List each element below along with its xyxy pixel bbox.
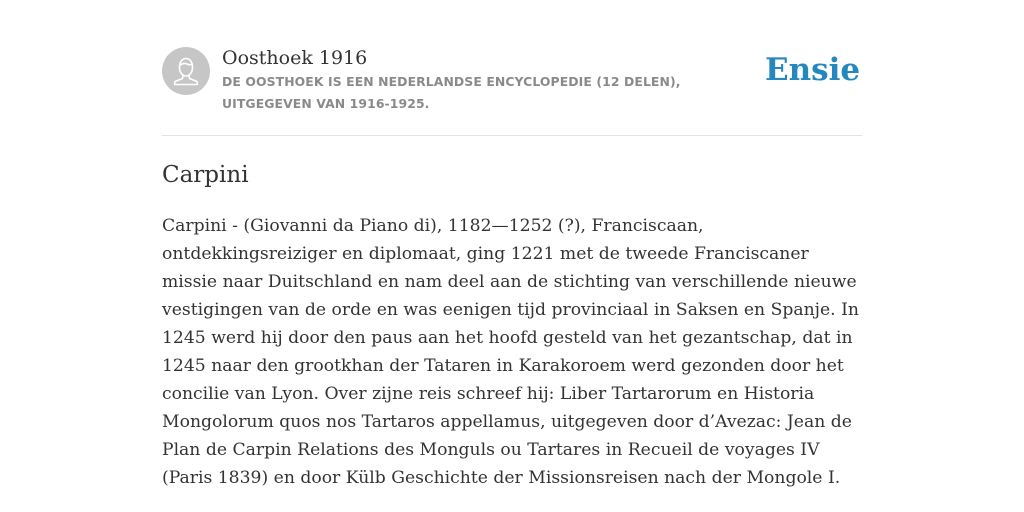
- source-avatar[interactable]: [162, 47, 210, 95]
- source-title[interactable]: Oosthoek 1916: [222, 47, 368, 69]
- user-icon: [162, 47, 210, 95]
- source-description: DE OOSTHOEK IS EEN NEDERLANDSE ENCYCLOPEDIE (12 DELEN), UITGEGEVEN VAN 1916-1925.: [222, 74, 681, 111]
- source-header: [162, 44, 862, 136]
- brand-logo[interactable]: Ensie: [765, 52, 861, 88]
- article-title: Carpini: [162, 162, 249, 188]
- article-body: Carpini - (Giovanni da Piano di), 1182—1252 (?), Franciscaan, ontdekkingsreiziger en diplomaat, ging 1221 met de tweede Franciscaner missie naar Duitschland en nam deel aan de stichting van verschillende nieuwe vestigingen van de orde en was eenigen tijd provinciaal in Saksen en Spanje. In 1245 werd hij door den paus aan het hoofd gesteld van het gezantschap, dat in 1245 naar den grootkhan der Tataren in Karakoroem werd gezonden door het concilie van Lyon. Over zijne reis schreef hij: Liber Tartarorum en Historia Mongolorum quos nos Tartaros appellamus, uitgegeven door d’Avezac: Jean de Plan de Carpin Relations des Monguls ou Tartares in Recueil de voyages IV (Paris 1839) en door Külb Geschichte der Missionsreisen nach der Mongole I.: [162, 216, 859, 488]
